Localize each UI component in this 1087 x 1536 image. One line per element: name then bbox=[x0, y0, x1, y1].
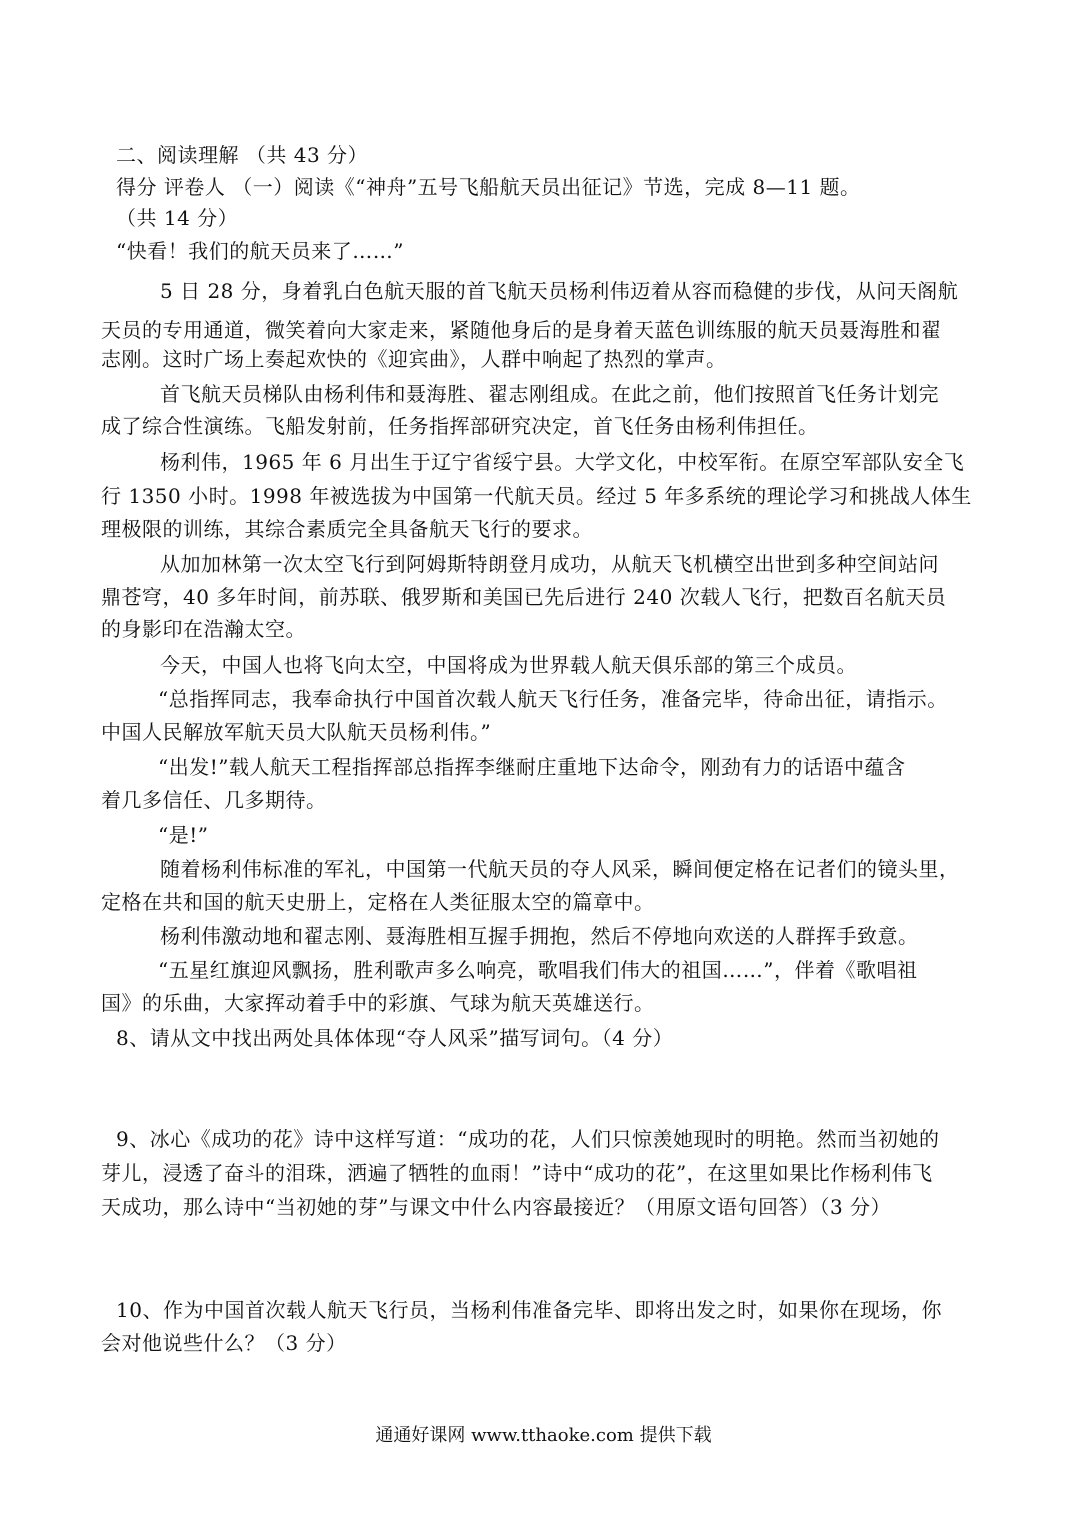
passage-line: 今天，中国人也将飞向太空，中国将成为世界载人航天俱乐部的第三个成员。 bbox=[160, 653, 857, 677]
question-9-line: 9、冰心《成功的花》诗中这样写道：“成功的花，人们只惊羡她现时的明艳。然而当初她的 bbox=[116, 1127, 940, 1151]
passage-line: “出发!”载人航天工程指挥部总指挥李继耐庄重地下达命令，刚劲有力的话语中蕴含 bbox=[158, 755, 906, 779]
section-heading: 二、阅读理解 （共 43 分） bbox=[116, 143, 369, 167]
passage-line: 行 1350 小时。1998 年被选拔为中国第一代航天员。经过 5 年多系统的理论学习和挑战人体生 bbox=[101, 484, 972, 508]
passage-line: 天员的专用通道，微笑着向大家走来，紧随他身后的是身着天蓝色训练服的航天员聂海胜和翟 bbox=[101, 318, 942, 342]
passage-line: “快看！我们的航天员来了……” bbox=[116, 239, 404, 263]
passage-line: “是!” bbox=[158, 823, 209, 847]
passage-line: 中国人民解放军航天员大队航天员杨利伟。” bbox=[101, 720, 492, 744]
passage-line: 着几多信任、几多期待。 bbox=[101, 788, 327, 812]
passage-line: 的身影印在浩瀚太空。 bbox=[101, 617, 306, 641]
question-9-line: 芽儿，浸透了奋斗的泪珠，洒遍了牺牲的血雨！”诗中“成功的花”，在这里如果比作杨利伟飞 bbox=[101, 1161, 933, 1185]
passage-line: “五星红旗迎风飘扬，胜利歌声多么响亮，歌唱我们伟大的祖国……”，伴着《歌唱祖 bbox=[158, 958, 918, 982]
passage-line: 理极限的训练，其综合素质完全具备航天飞行的要求。 bbox=[101, 517, 593, 541]
question-9-line: 天成功，那么诗中“当初她的芽”与课文中什么内容最接近？（用原文语句回答）（3 分） bbox=[101, 1195, 892, 1219]
passage-line: 国》的乐曲，大家挥动着手中的彩旗、气球为航天英雄送行。 bbox=[101, 991, 655, 1015]
passage-line: 鼎苍穹，40 多年时间，前苏联、俄罗斯和美国已先后进行 240 次载人飞行，把数百名航天员 bbox=[101, 585, 947, 609]
question-10-line: 10、作为中国首次载人航天飞行员，当杨利伟准备完毕、即将出发之时，如果你在现场，你 bbox=[116, 1298, 942, 1322]
question-points: （共 14 分） bbox=[116, 206, 239, 230]
question-10-line: 会对他说些什么？（3 分） bbox=[101, 1331, 347, 1355]
passage-line: 杨利伟，1965 年 6 月出生于辽宁省绥宁县。大学文化，中校军衔。在原空军部队安全飞 bbox=[160, 450, 965, 474]
passage-line: 成了综合性演练。飞船发射前，任务指挥部研究决定，首飞任务由杨利伟担任。 bbox=[101, 414, 819, 438]
question-intro: 得分 评卷人 （一）阅读《“神舟”五号飞船航天员出征记》节选，完成 8—11 题。 bbox=[116, 175, 861, 199]
passage-line: 随着杨利伟标准的军礼，中国第一代航天员的夺人风采，瞬间便定格在记者们的镜头里， bbox=[160, 857, 960, 881]
passage-line: 志刚。这时广场上奏起欢快的《迎宾曲》，人群中响起了热烈的掌声。 bbox=[101, 347, 727, 371]
passage-line: 首飞航天员梯队由杨利伟和聂海胜、翟志刚组成。在此之前，他们按照首飞任务计划完 bbox=[160, 382, 939, 406]
question-8: 8、请从文中找出两处具体体现“夺人风采”描写词句。（4 分） bbox=[116, 1026, 674, 1050]
passage-line: 5 日 28 分，身着乳白色航天服的首飞航天员杨利伟迈着从容而稳健的步伐，从问天阁航 bbox=[160, 279, 959, 303]
passage-line: 定格在共和国的航天史册上，定格在人类征服太空的篇章中。 bbox=[101, 890, 655, 914]
passage-line: 杨利伟激动地和翟志刚、聂海胜相互握手拥抱，然后不停地向欢送的人群挥手致意。 bbox=[160, 924, 919, 948]
passage-line: 从加加林第一次太空飞行到阿姆斯特朗登月成功，从航天飞机横空出世到多种空间站问 bbox=[160, 552, 939, 576]
passage-line: “总指挥同志，我奉命执行中国首次载人航天飞行任务，准备完毕，待命出征，请指示。 bbox=[158, 687, 948, 711]
footer-text: 通通好课网 www.tthaoke.com 提供下载 bbox=[375, 1425, 712, 1446]
